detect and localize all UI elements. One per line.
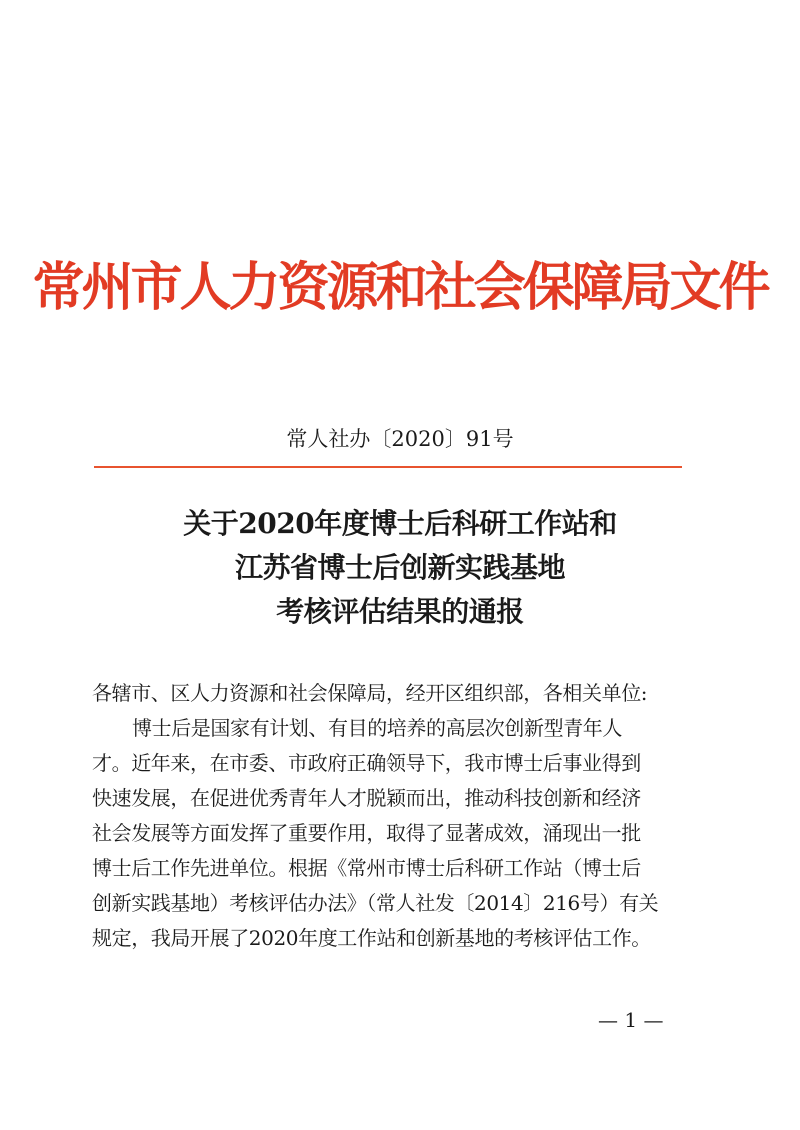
document-title-line: 考核评估结果的通报 [276, 595, 524, 628]
document-body [92, 676, 692, 956]
paragraph-line: 快速发展，在促进优秀青年人才脱颖而出，推动科技创新和经济 [92, 786, 641, 810]
issuer-header-title: 常州市人力资源和社会保障局文件 [32, 257, 768, 318]
document-title-line: 关于2020年度博士后科研工作站和 [183, 507, 617, 540]
paragraph-line: 规定，我局开展了2020年度工作站和创新基地的考核评估工作。 [92, 926, 651, 950]
document-title-line: 江苏省博士后创新实践基地 [234, 551, 565, 584]
document-title [0, 502, 800, 634]
paragraph-line: 创新实践基地）考核评估办法》（常人社发〔2014〕216号）有关 [92, 891, 659, 915]
page-number: — 1 — [598, 1008, 664, 1032]
paragraph-line: 社会发展等方面发挥了重要作用，取得了显著成效，涌现出一批 [92, 821, 641, 845]
document-number: 常人社办〔2020〕91号 [286, 427, 514, 451]
paragraph-line: 才。近年来，在市委、市政府正确领导下，我市博士后事业得到 [92, 751, 641, 775]
body-paragraph [92, 711, 692, 956]
salutation: 各辖市、区人力资源和社会保障局，经开区组织部，各相关单位: [92, 681, 648, 705]
paragraph-line: 博士后工作先进单位。根据《常州市博士后科研工作站（博士后 [92, 856, 641, 880]
red-divider-line [94, 466, 682, 468]
paragraph-line: 博士后是国家有计划、有目的培养的高层次创新型青年人 [132, 716, 622, 740]
